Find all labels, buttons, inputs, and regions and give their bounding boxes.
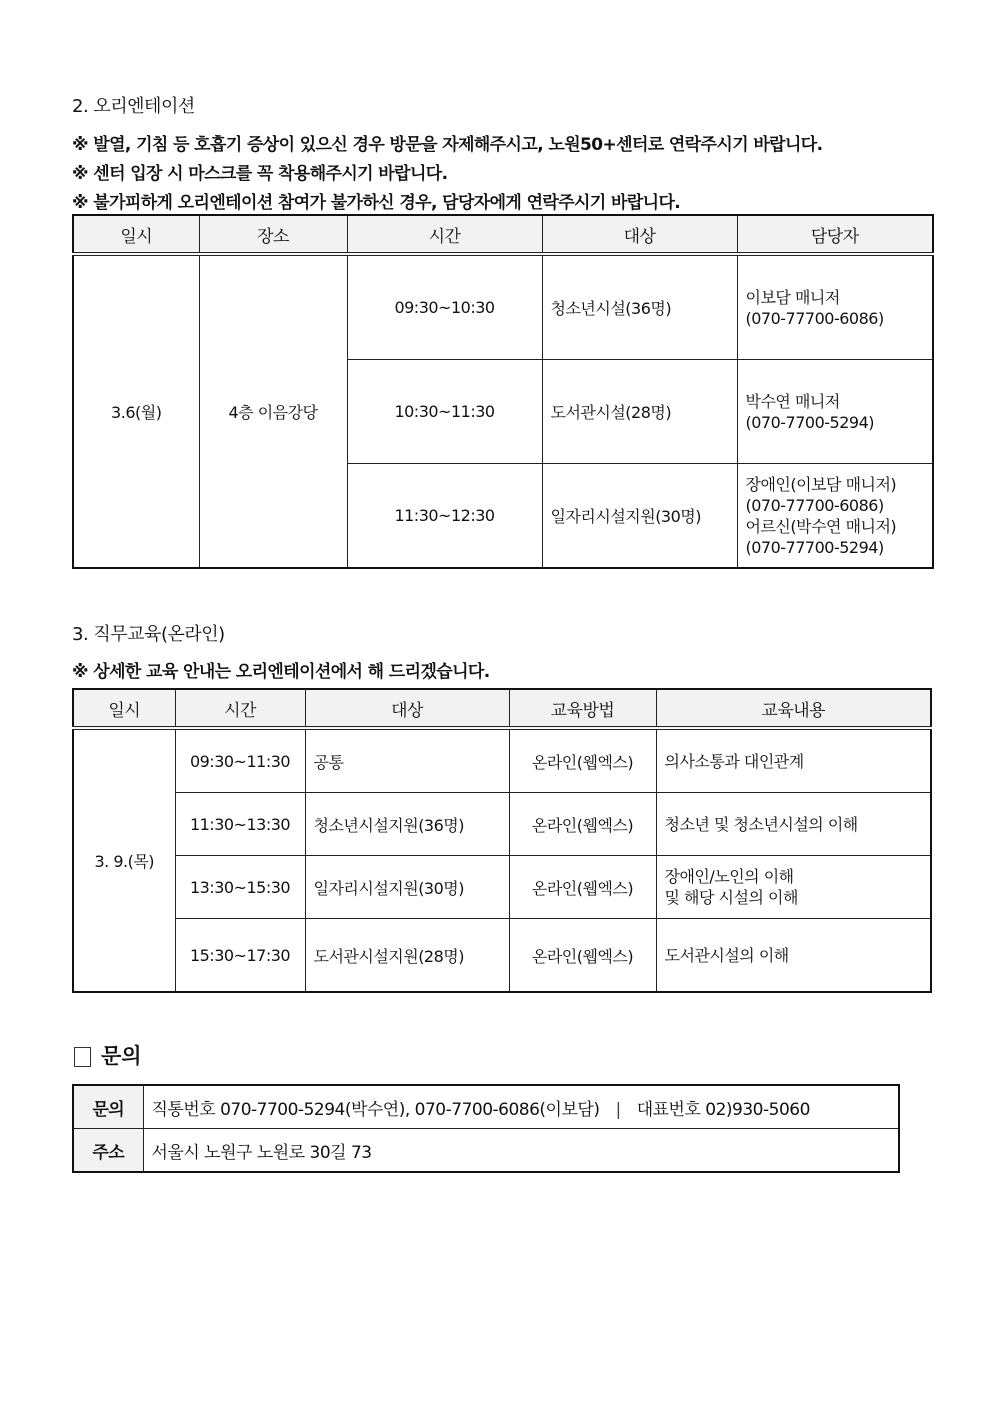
content-cell [656,856,931,919]
contact-cell [737,360,933,464]
section-title-training: 3. 직무교육(온라인) [72,624,225,645]
direct-phone-text: 직통번호 070-7700-5294(박수연), 070-7700-6086(이보담) [151,1099,600,1120]
time-cell: 10:30~11:30 [347,360,542,464]
header-time: 시간 [347,215,542,254]
contact-line: (070-77700-6086) [745,495,884,515]
header-method: 교육방법 [509,689,656,728]
contact-cell [737,464,933,569]
method-cell: 온라인(웹엑스) [509,793,656,856]
table-row [73,1085,899,1129]
header-content: 교육내용 [656,689,931,728]
section-title-orientation: 2. 오리엔테이션 [72,96,195,117]
contact-line: (070-77700-6086) [745,308,884,328]
content-cell [656,919,931,993]
content-line: 청소년 및 청소년시설의 이해 [664,814,858,834]
place-cell: 4층 이음강당 [199,254,347,568]
target-cell: 청소년시설지원(36명) [305,793,509,856]
inquiry-heading [74,1040,142,1070]
content-cell [656,793,931,856]
target-cell: 청소년시설(36명) [542,254,737,360]
inquiry-title: 문의 [101,1044,142,1068]
table-header-row [73,689,931,728]
time-cell: 11:30~12:30 [347,464,542,569]
table-header-row [73,215,933,254]
orientation-note-1: ※ 발열, 기침 등 호흡기 증상이 있으신 경우 방문을 자제해주시고, 노원50+센터로 연락주시기 바랍니다. [72,135,823,155]
orientation-table [72,214,934,569]
target-cell: 일자리시설지원(30명) [542,464,737,569]
time-cell: 15:30~17:30 [175,919,305,993]
table-row [73,793,931,856]
contact-line: (070-77700-5294) [745,537,884,557]
header-target: 대상 [542,215,737,254]
training-note: ※ 상세한 교육 안내는 오리엔테이션에서 해 드리겠습니다. [72,662,490,682]
header-place: 장소 [199,215,347,254]
contact-line: 박수연 매니저 [745,391,840,411]
header-contact: 담당자 [737,215,933,254]
inquiry-table [72,1084,900,1173]
separator: | [615,1099,621,1120]
header-time: 시간 [175,689,305,728]
target-cell: 일자리시설지원(30명) [305,856,509,919]
target-cell: 도서관시설(28명) [542,360,737,464]
date-cell: 3.6(월) [73,254,199,568]
time-cell: 09:30~11:30 [175,728,305,793]
header-date: 일시 [73,215,199,254]
method-cell: 온라인(웹엑스) [509,919,656,993]
table-row [73,254,933,360]
table-row [73,856,931,919]
main-phone-text: 대표번호 02)930-5060 [636,1099,810,1120]
date-cell: 3. 9.(목) [73,728,175,992]
content-cell [656,728,931,793]
inquiry-phone-cell [143,1085,899,1129]
contact-line: 어르신(박수연 매니저) [745,516,897,536]
method-cell: 온라인(웹엑스) [509,728,656,793]
table-row [73,1129,899,1173]
contact-line: 장애인(이보담 매니저) [745,474,897,494]
table-row [73,919,931,993]
content-line: 및 해당 시설의 이해 [664,888,798,907]
time-cell: 09:30~10:30 [347,254,542,360]
address-label: 주소 [73,1129,143,1173]
orientation-note-3: ※ 불가피하게 오리엔테이션 참여가 불가하신 경우, 담당자에게 연락주시기 바랍니다. [72,193,681,213]
inquiry-label: 문의 [73,1085,143,1129]
time-cell: 13:30~15:30 [175,856,305,919]
method-cell: 온라인(웹엑스) [509,856,656,919]
orientation-note-2: ※ 센터 입장 시 마스크를 꼭 착용해주시기 바랍니다. [72,164,448,184]
header-date: 일시 [73,689,175,728]
target-cell: 도서관시설지원(28명) [305,919,509,993]
address-cell: 서울시 노원구 노원로 30길 73 [143,1129,899,1173]
table-row [73,728,931,793]
content-line: 의사소통과 대인관계 [664,751,804,771]
training-table [72,688,932,993]
content-line: 도서관시설의 이해 [664,945,789,965]
empty-square-icon [74,1047,91,1067]
target-cell: 공통 [305,728,509,793]
time-cell: 11:30~13:30 [175,793,305,856]
contact-cell [737,254,933,360]
contact-line: 이보담 매니저 [745,287,840,307]
header-target: 대상 [305,689,509,728]
content-line: 장애인/노인의 이해 [664,867,794,886]
contact-line: (070-7700-5294) [745,412,875,432]
